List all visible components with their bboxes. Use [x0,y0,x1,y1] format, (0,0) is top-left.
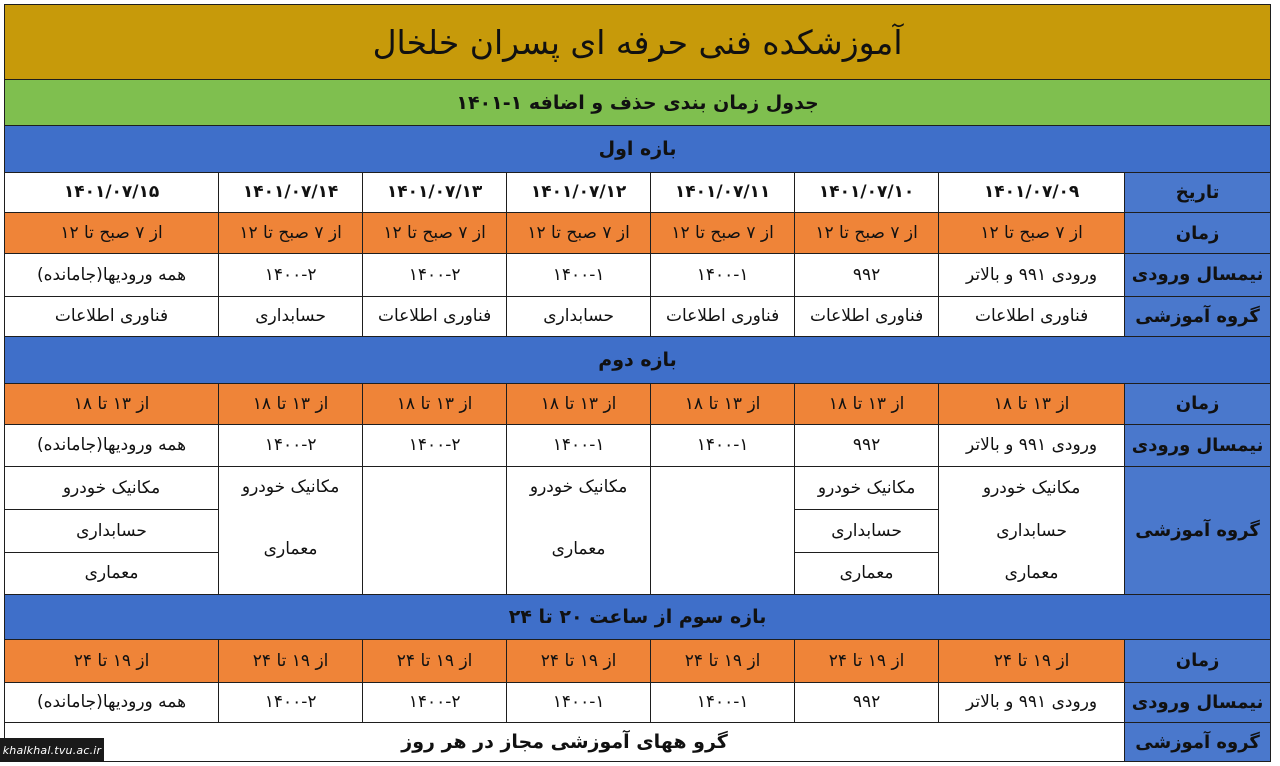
group-cell: فناوری اطلاعات [795,296,939,337]
entry-cell: ۱۴۰۰-۱ [507,682,651,723]
period3-title: بازه سوم از ساعت ۲۰ تا ۲۴ [5,595,1271,640]
entry-label: نیمسال ورودی [1125,253,1271,296]
entry-cell: ۹۹۲ [795,682,939,723]
time-cell: از ۷ صبح تا ۱۲ [219,213,363,254]
date-cell: ۱۴۰۱/۰۷/۱۲ [507,172,651,213]
group-label: گروه آموزشی [1125,296,1271,337]
time-cell: از ۱۹ تا ۲۴ [507,640,651,683]
entry-cell: ۱۴۰۰-۱ [651,253,795,296]
time-cell: از ۱۳ تا ۱۸ [363,383,507,424]
group-architecture: معماری [263,539,318,560]
date-cell: ۱۴۰۱/۰۷/۰۹ [939,172,1125,213]
date-cell: ۱۴۰۱/۰۷/۱۰ [795,172,939,213]
time-cell: از ۱۳ تا ۱۸ [5,383,219,424]
group-mechanic: مکانیک خودرو [62,478,161,499]
time-cell: از ۱۳ تا ۱۸ [651,383,795,424]
entry-cell: ۹۹۲ [795,253,939,296]
time-cell: از ۱۹ تا ۲۴ [5,640,219,683]
time-cell: از ۱۹ تا ۲۴ [651,640,795,683]
time-cell: از ۱۹ تا ۲۴ [795,640,939,683]
group-cell-empty [651,467,795,595]
period1-title: بازه اول [5,125,1271,172]
entry-cell: همه ورودیها(جامانده) [5,424,219,467]
group-cell: فناوری اطلاعات [363,296,507,337]
time-cell: از ۱۹ تا ۲۴ [363,640,507,683]
date-cell: ۱۴۰۱/۰۷/۱۳ [363,172,507,213]
period2-title: بازه دوم [5,337,1271,384]
group-accounting: حسابداری [996,520,1067,541]
entry-cell: ورودی ۹۹۱ و بالاتر [939,682,1125,723]
group-label: گروه آموزشی [1125,467,1271,595]
entry-cell: ۱۴۰۰-۲ [219,424,363,467]
group-cell [795,467,939,595]
entry-cell: ۱۴۰۰-۲ [363,424,507,467]
entry-cell: ورودی ۹۹۱ و بالاتر [939,253,1125,296]
entry-cell: همه ورودیها(جامانده) [5,253,219,296]
group-architecture: معماری [5,552,218,595]
entry-cell: ۱۴۰۰-۲ [219,682,363,723]
date-cell: ۱۴۰۱/۰۷/۱۵ [5,172,219,213]
page-subtitle: جدول زمان بندی حذف و اضافه ۱-۱۴۰۱ [5,80,1271,126]
time-cell: از ۷ صبح تا ۱۲ [507,213,651,254]
group-cell: حسابداری [507,296,651,337]
group-note: گرو ههای آموزشی مجاز در هر روز [5,723,1125,762]
group-cell: فناوری اطلاعات [939,296,1125,337]
group-architecture: معماری [1004,563,1059,584]
group-cell: فناوری اطلاعات [5,296,219,337]
time-cell: از ۷ صبح تا ۱۲ [795,213,939,254]
group-cell [219,467,363,595]
group-label: گروه آموزشی [1125,723,1271,762]
entry-cell: ۱۴۰۰-۱ [651,682,795,723]
group-mechanic: مکانیک خودرو [529,477,628,498]
time-cell: از ۷ صبح تا ۱۲ [651,213,795,254]
group-cell [939,467,1125,595]
group-mechanic: مکانیک خودرو [817,478,916,499]
entry-cell: ۹۹۲ [795,424,939,467]
group-architecture: معماری [551,539,606,560]
entry-cell: ۱۴۰۰-۲ [363,253,507,296]
group-mechanic: مکانیک خودرو [982,478,1081,499]
date-cell: ۱۴۰۱/۰۷/۱۱ [651,172,795,213]
time-cell: از ۱۳ تا ۱۸ [939,383,1125,424]
entry-label: نیمسال ورودی [1125,424,1271,467]
page-title: آموزشکده فنی حرفه ای پسران خلخال [5,5,1271,80]
time-cell: از ۱۹ تا ۲۴ [939,640,1125,683]
entry-cell: ۱۴۰۰-۱ [507,424,651,467]
group-cell: فناوری اطلاعات [651,296,795,337]
entry-cell: ۱۴۰۰-۱ [651,424,795,467]
date-cell: ۱۴۰۱/۰۷/۱۴ [219,172,363,213]
time-cell: از ۷ صبح تا ۱۲ [363,213,507,254]
entry-cell: ۱۴۰۰-۲ [363,682,507,723]
date-label: تاریخ [1125,172,1271,213]
time-cell: از ۷ صبح تا ۱۲ [5,213,219,254]
group-accounting: حسابداری [5,509,218,552]
entry-cell: همه ورودیها(جامانده) [5,682,219,723]
time-cell: از ۱۳ تا ۱۸ [219,383,363,424]
group-cell: حسابداری [219,296,363,337]
time-cell: از ۱۹ تا ۲۴ [219,640,363,683]
group-cell [5,467,219,595]
entry-label: نیمسال ورودی [1125,682,1271,723]
watermark: khalkhal.tvu.ac.ir [0,738,104,762]
time-label: زمان [1125,383,1271,424]
group-architecture: معماری [795,552,938,595]
time-cell: از ۱۳ تا ۱۸ [507,383,651,424]
time-cell: از ۱۳ تا ۱۸ [795,383,939,424]
time-label: زمان [1125,213,1271,254]
entry-cell: ۱۴۰۰-۲ [219,253,363,296]
time-label: زمان [1125,640,1271,683]
group-mechanic: مکانیک خودرو [241,477,340,498]
schedule-table [4,4,1271,762]
group-cell-empty [363,467,507,595]
time-cell: از ۷ صبح تا ۱۲ [939,213,1125,254]
entry-cell: ورودی ۹۹۱ و بالاتر [939,424,1125,467]
group-cell [507,467,651,595]
group-accounting: حسابداری [795,509,938,552]
entry-cell: ۱۴۰۰-۱ [507,253,651,296]
